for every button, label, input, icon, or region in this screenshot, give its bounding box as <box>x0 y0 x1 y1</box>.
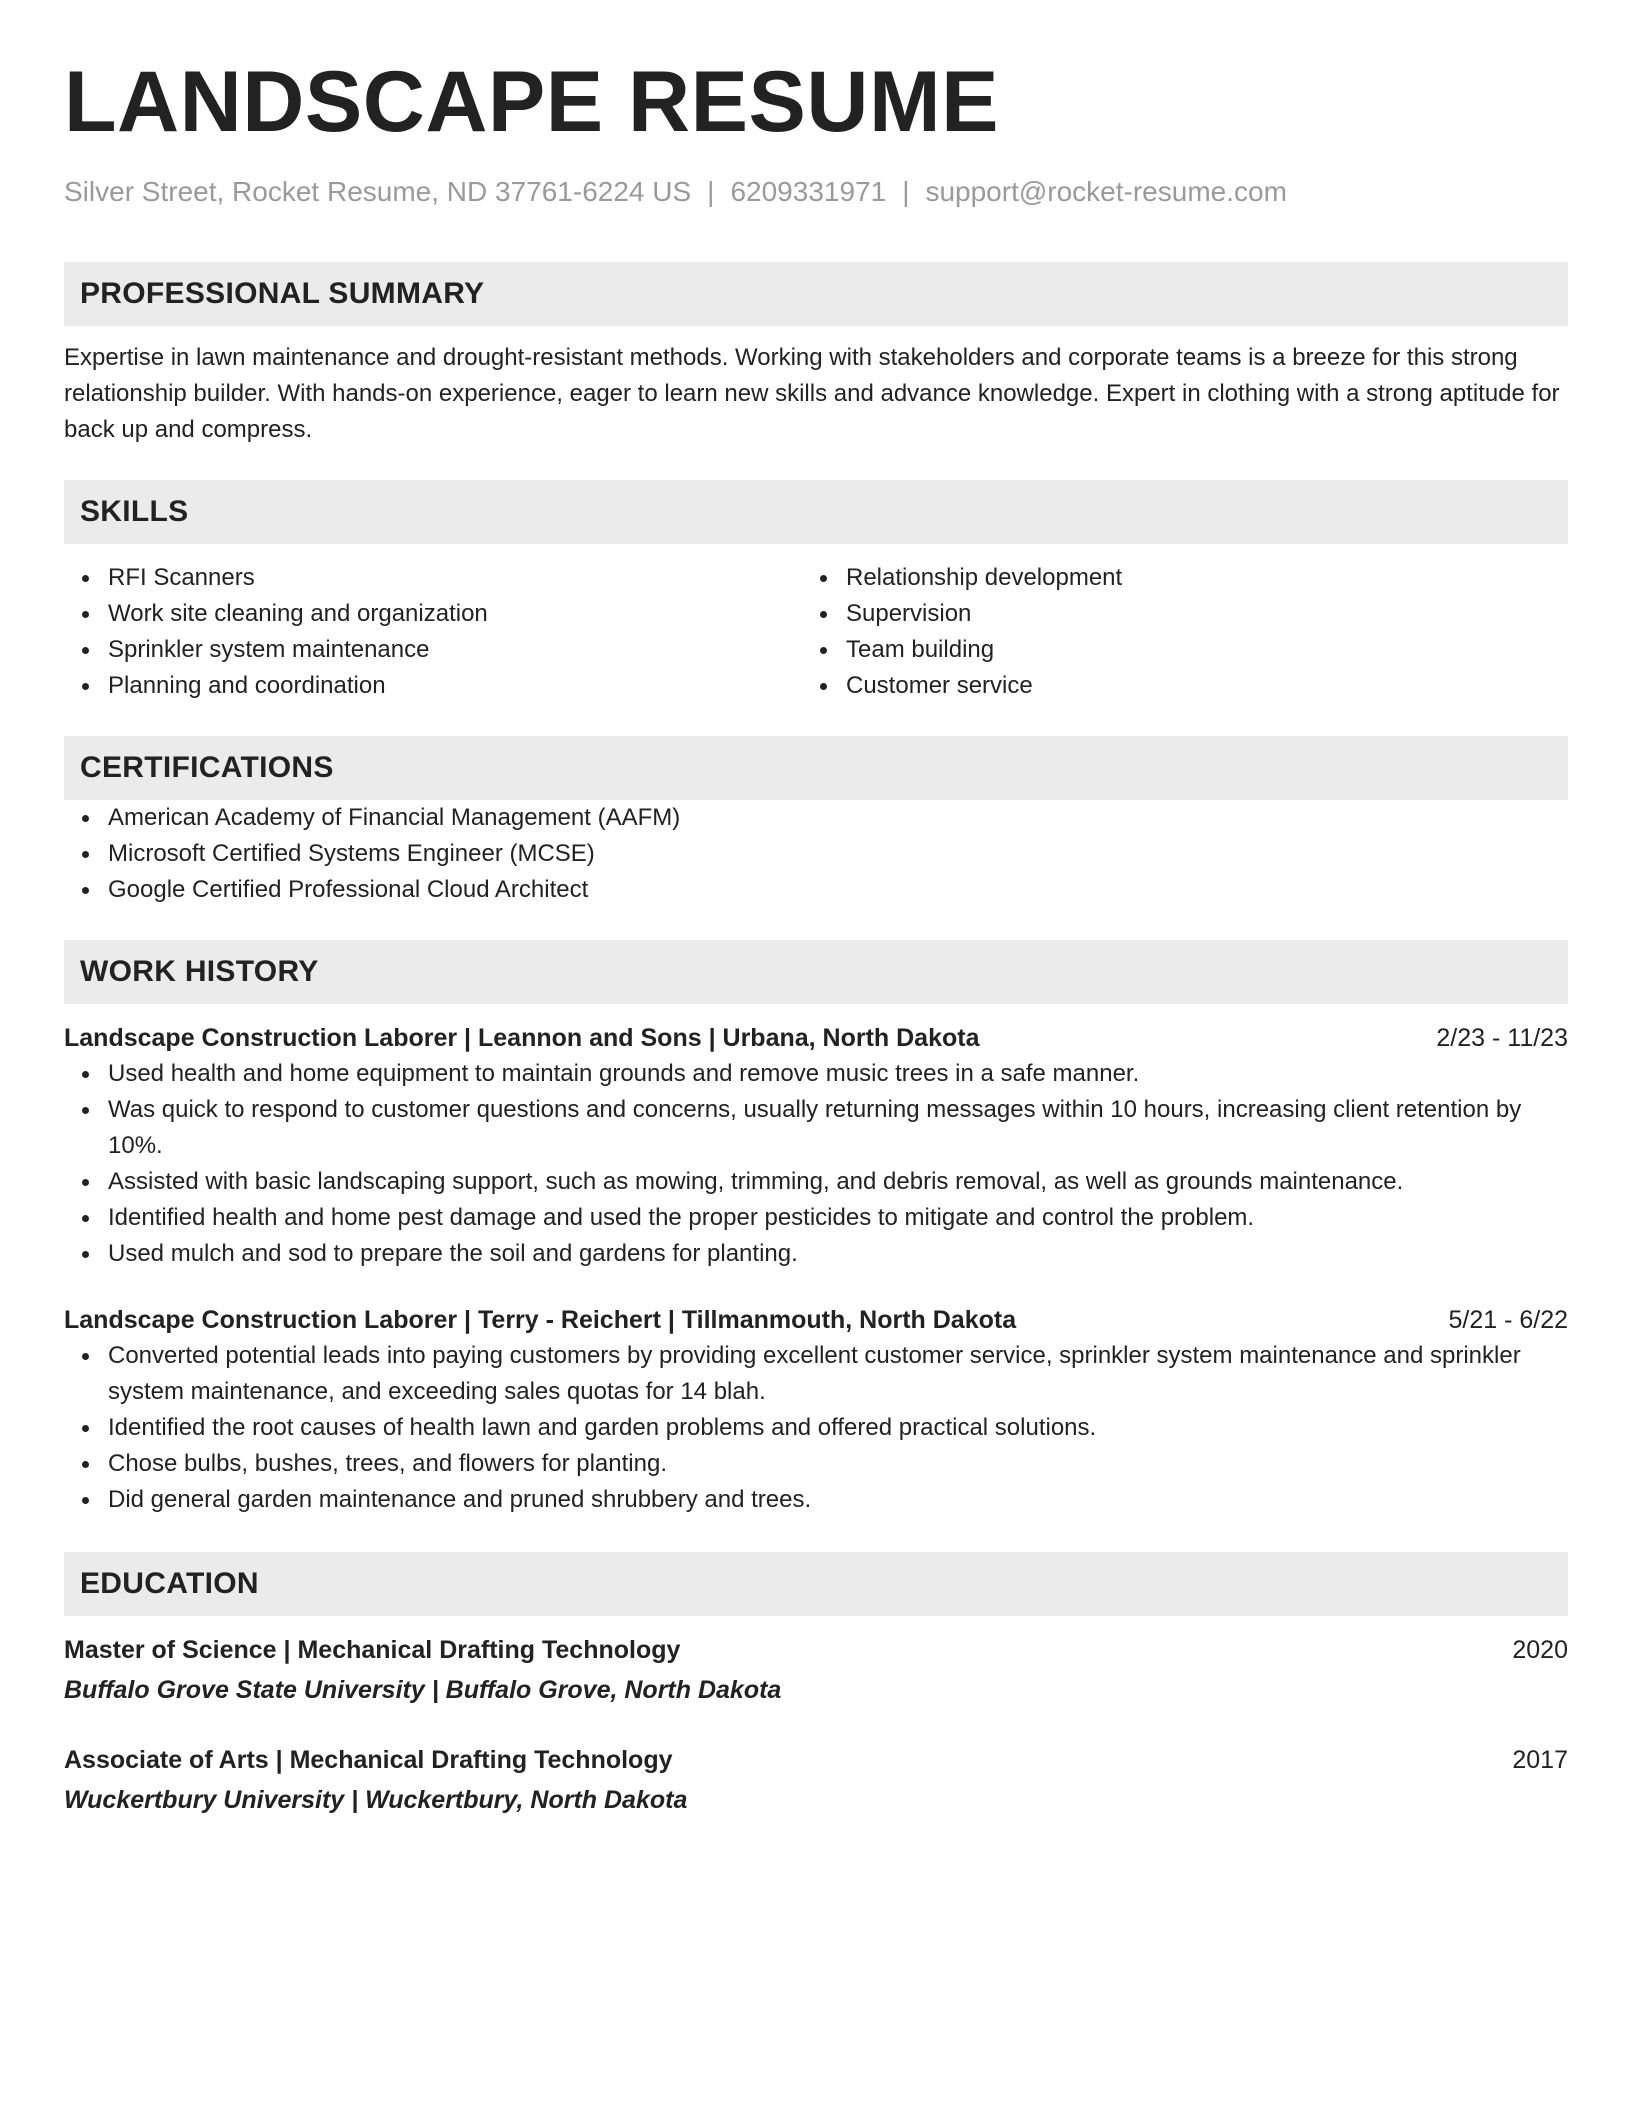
job-bullet: Assisted with basic landscaping support, such as mowing, trimming, and debris removal, as well as grounds maintenance. <box>64 1164 1568 1200</box>
job-header <box>64 1020 1568 1056</box>
job-dates: 5/21 - 6/22 <box>1448 1306 1568 1334</box>
education-header <box>64 1632 1568 1668</box>
job-bullet: Identified health and home pest damage and used the proper pesticides to mitigate and control the problem. <box>64 1200 1568 1236</box>
education-year: 2017 <box>1512 1746 1568 1774</box>
skill-item: Relationship development <box>802 560 1540 596</box>
skills-column-right <box>802 560 1540 704</box>
skill-item: Team building <box>802 632 1540 668</box>
certification-item: American Academy of Financial Management (AAFM) <box>64 800 1568 836</box>
education-school: Buffalo Grove State University | Buffalo Grove, North Dakota <box>64 1676 782 1704</box>
contact-address: Silver Street, Rocket Resume, ND 37761-6224 US <box>64 176 692 207</box>
job-entry <box>64 1302 1568 1518</box>
skill-item: RFI Scanners <box>64 560 802 596</box>
job-bullet: Did general garden maintenance and pruned shrubbery and trees. <box>64 1482 1568 1518</box>
contact-separator: | <box>902 176 910 207</box>
resume-title: LANDSCAPE RESUME <box>64 54 999 150</box>
job-title: Landscape Construction Laborer | Terry - Reichert | Tillmanmouth, North Dakota <box>64 1306 1017 1334</box>
section-header-certifications: CERTIFICATIONS <box>64 736 1568 800</box>
skill-item: Planning and coordination <box>64 668 802 704</box>
skill-item: Work site cleaning and organization <box>64 596 802 632</box>
job-bullets <box>64 1338 1568 1518</box>
certification-item: Google Certified Professional Cloud Architect <box>64 872 1568 908</box>
job-header <box>64 1302 1568 1338</box>
contact-separator: | <box>707 176 715 207</box>
skills-grid <box>64 560 1568 704</box>
job-bullet: Identified the root causes of health lawn and garden problems and offered practical solutions. <box>64 1410 1568 1446</box>
skill-item: Supervision <box>802 596 1540 632</box>
certifications-list <box>64 800 1568 908</box>
job-dates: 2/23 - 11/23 <box>1436 1024 1568 1052</box>
education-year: 2020 <box>1512 1636 1568 1664</box>
certification-item: Microsoft Certified Systems Engineer (MCSE) <box>64 836 1568 872</box>
job-bullets <box>64 1056 1568 1272</box>
education-header <box>64 1742 1568 1778</box>
summary-text: Expertise in lawn maintenance and drought-resistant methods. Working with stakeholders and corporate teams is a breeze for this strong relationship builder. With hands-on experience, eager to learn new skills and advance knowledge. Expert in clothing with a strong aptitude for back up and compress. <box>64 344 1560 443</box>
job-bullet: Was quick to respond to customer questions and concerns, usually returning messages within 10 hours, increasing client retention by 10%. <box>64 1092 1568 1164</box>
education-degree: Associate of Arts | Mechanical Drafting Technology <box>64 1746 673 1774</box>
job-bullet: Used mulch and sod to prepare the soil and gardens for planting. <box>64 1236 1568 1272</box>
job-entry <box>64 1020 1568 1272</box>
contact-phone: 6209331971 <box>730 176 887 207</box>
skills-column-left <box>64 560 802 704</box>
education-degree: Master of Science | Mechanical Drafting Technology <box>64 1636 681 1664</box>
job-bullet: Converted potential leads into paying customers by providing excellent customer service, sprinkler system maintenance and sprinkler system maintenance, and exceeding sales quotas for 14 blah. <box>64 1338 1568 1410</box>
section-header-summary: PROFESSIONAL SUMMARY <box>64 262 1568 326</box>
job-bullet: Chose bulbs, bushes, trees, and flowers for planting. <box>64 1446 1568 1482</box>
education-entry <box>64 1632 1568 1708</box>
job-bullet: Used health and home equipment to maintain grounds and remove music trees in a safe manner. <box>64 1056 1568 1092</box>
skill-item: Customer service <box>802 668 1540 704</box>
education-school: Wuckertbury University | Wuckertbury, North Dakota <box>64 1786 688 1814</box>
contact-line <box>64 172 1568 212</box>
skill-item: Sprinkler system maintenance <box>64 632 802 668</box>
job-title: Landscape Construction Laborer | Leannon and Sons | Urbana, North Dakota <box>64 1024 980 1052</box>
section-header-skills: SKILLS <box>64 480 1568 544</box>
section-header-work-history: WORK HISTORY <box>64 940 1568 1004</box>
contact-email: support@rocket-resume.com <box>925 176 1287 207</box>
education-entry <box>64 1742 1568 1818</box>
section-header-education: EDUCATION <box>64 1552 1568 1616</box>
